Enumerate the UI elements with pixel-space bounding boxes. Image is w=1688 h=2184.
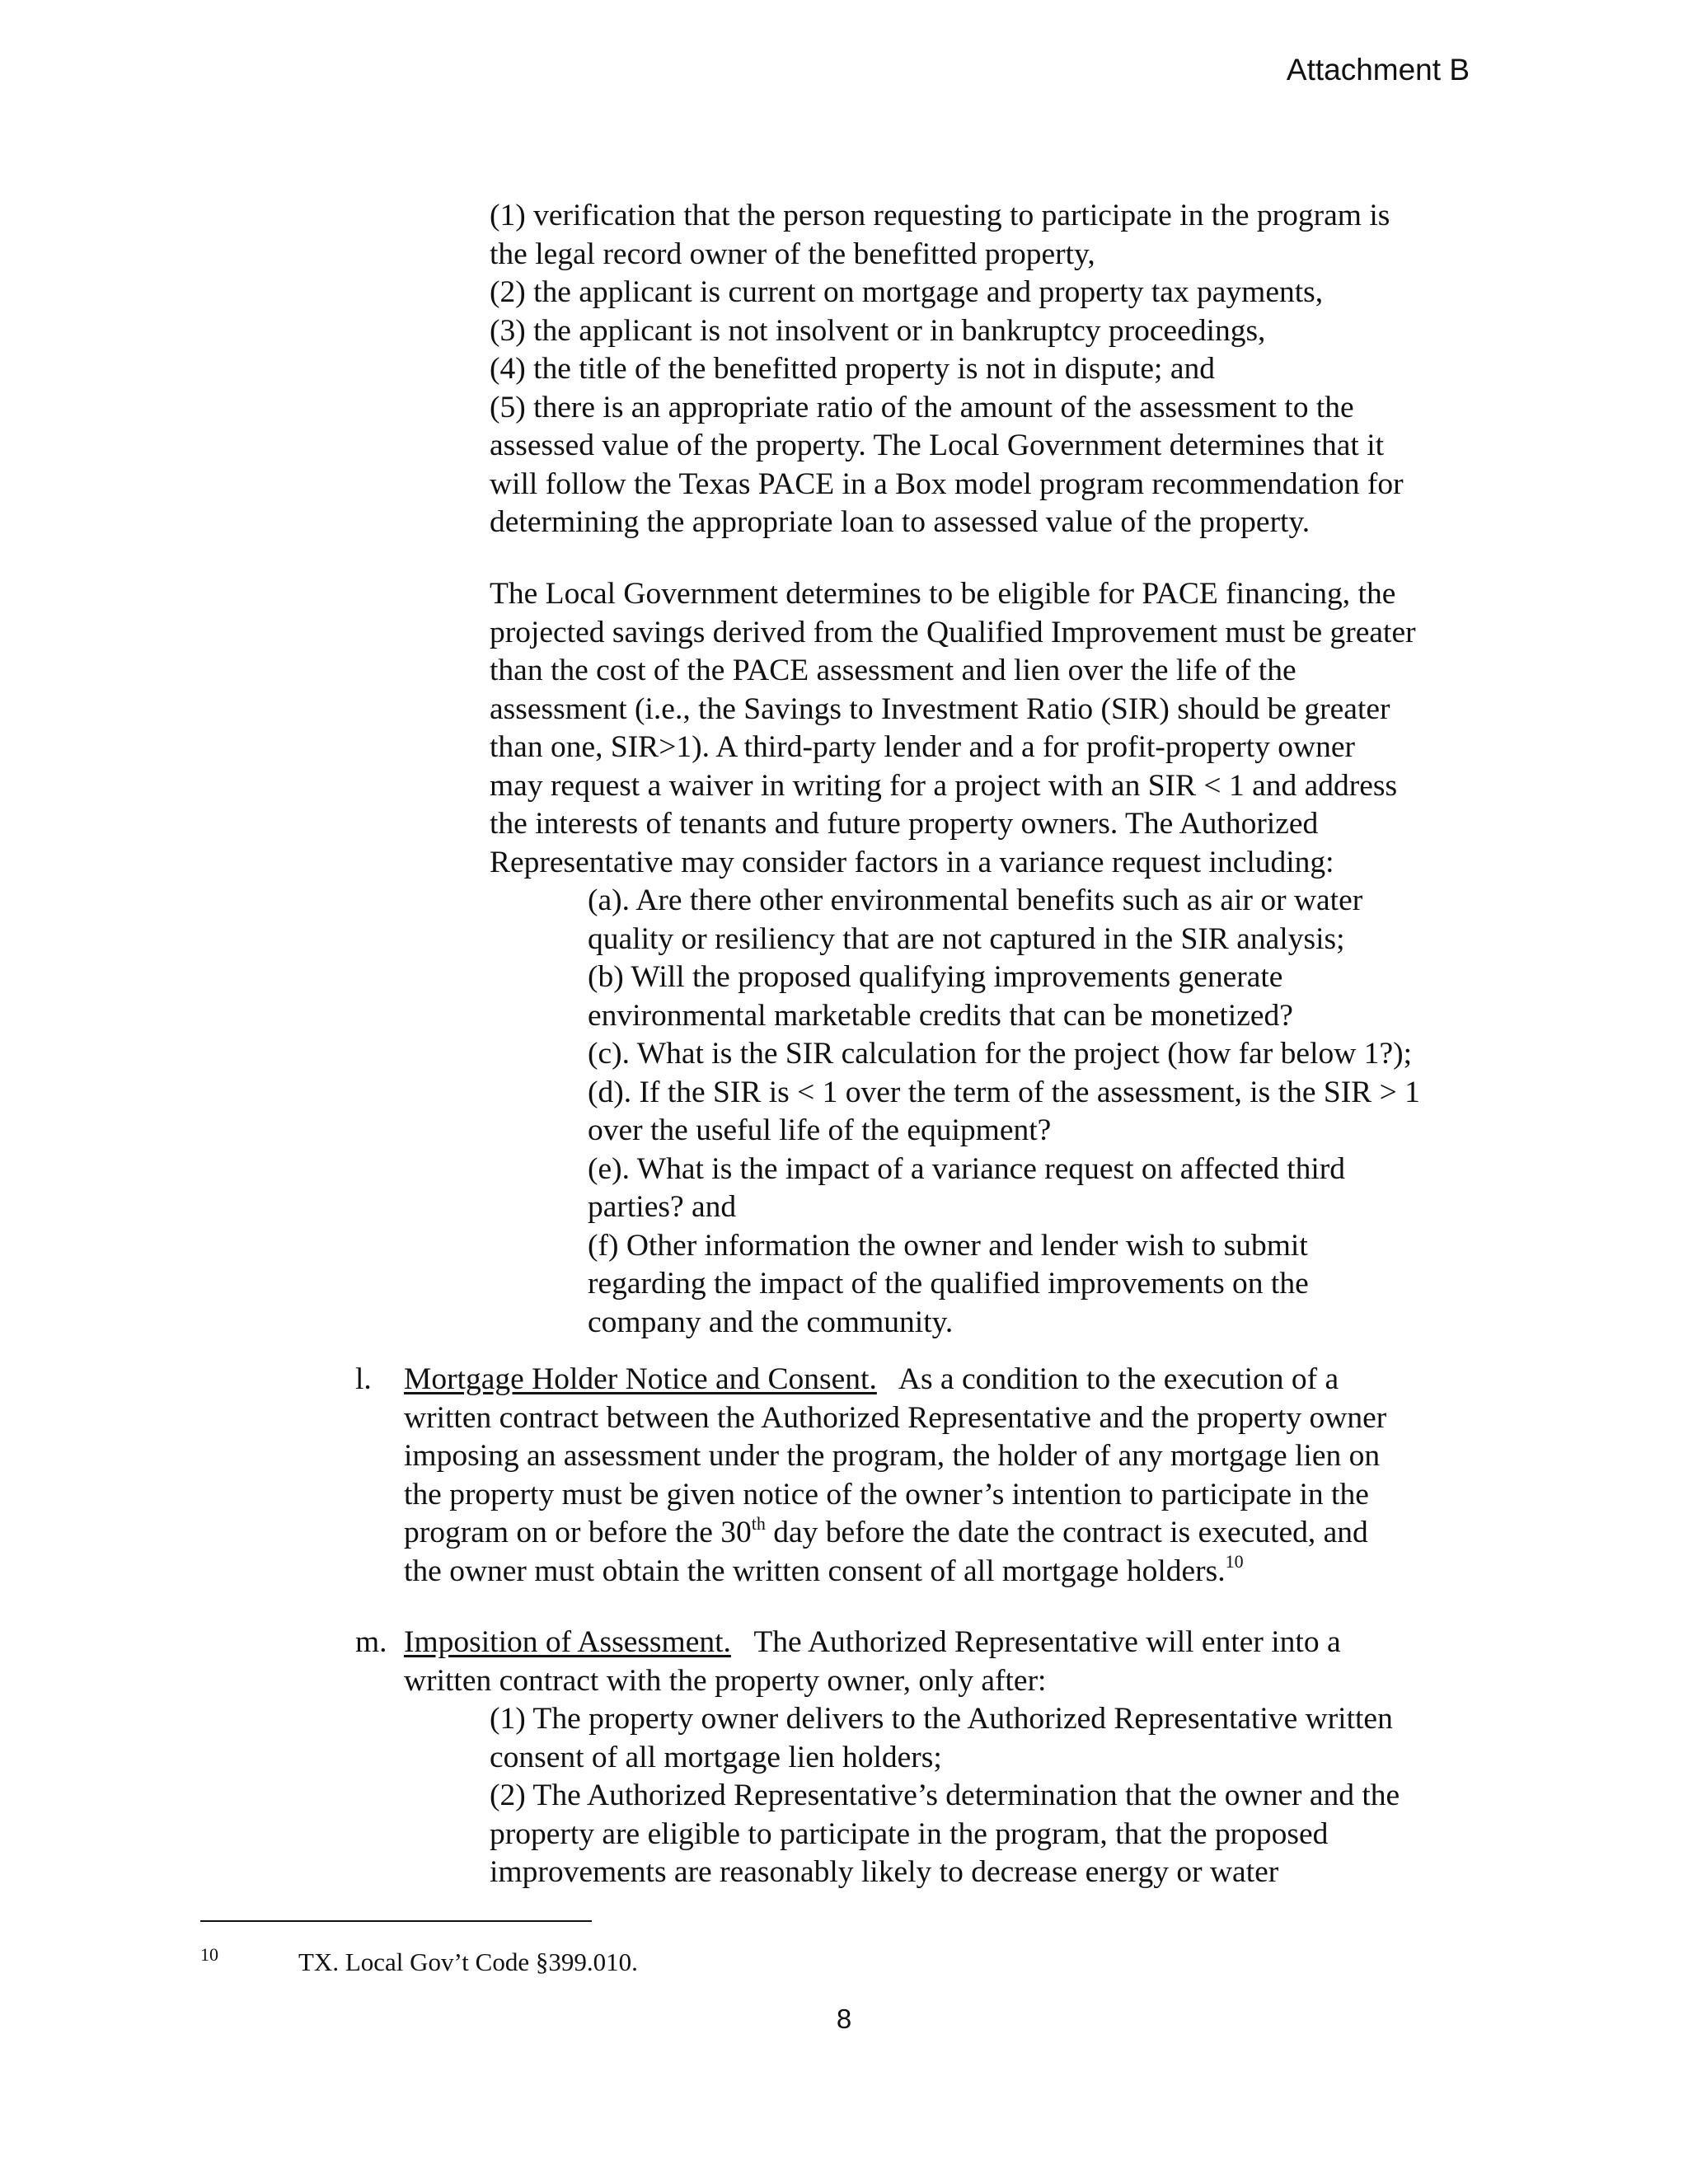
section-m-items — [490, 1700, 1400, 1892]
variance-factors — [588, 882, 1420, 1342]
factor-line: regarding the impact of the qualified improvements on the — [588, 1267, 1309, 1301]
section-m-line1-text: The Authorized Representative will enter into a — [730, 1625, 1341, 1659]
footnote-number: 10 — [200, 1944, 218, 1965]
section-m-line: written contract with the property owner, only after: — [404, 1663, 1047, 1698]
section-l-heading: Mortgage Holder Notice and Consent. — [404, 1362, 877, 1396]
criteria-line: assessed value of the property. The Local Government determines that it — [490, 429, 1385, 462]
sir-line: assessment (i.e., the Savings to Investment Ratio (SIR) should be greater — [490, 691, 1390, 726]
factor-line: (a). Are there other environmental benefits such as air or water — [588, 883, 1363, 917]
sir-line: Representative may consider factors in a variance request including: — [490, 845, 1334, 879]
section-l-marker: l. — [355, 1362, 372, 1396]
footnote-separator — [200, 1920, 592, 1922]
footnote-reference[interactable]: 10 — [1225, 1551, 1244, 1572]
criteria-line: determining the appropriate loan to assessed value of the property. — [490, 505, 1311, 539]
factor-line: quality or resiliency that are not captured in the SIR analysis; — [588, 921, 1345, 956]
section-m-marker: m. — [355, 1625, 387, 1659]
page-number: 8 — [836, 2004, 852, 2034]
section-m-item-line: property are eligible to participate in the program, that the proposed — [490, 1816, 1329, 1851]
section-l-line6-text: the owner must obtain the written consent of all mortgage holders. — [404, 1554, 1226, 1588]
section-l-line5-post: day before the date the contract is executed, and — [765, 1516, 1368, 1549]
section-l-line: the property must be given notice of the owner’s intention to participate in the — [404, 1477, 1369, 1511]
section-m-item-line: (2) The Authorized Representative’s determination that the owner and the — [490, 1779, 1400, 1812]
factor-line: (f) Other information the owner and lender wish to submit — [588, 1228, 1308, 1263]
factor-line: environmental marketable credits that can be monetized? — [588, 998, 1293, 1033]
criteria-line: will follow the Texas PACE in a Box model program recommendation for — [490, 466, 1404, 501]
factor-line: parties? and — [588, 1190, 737, 1224]
criteria-line: (1) verification that the person requesting to participate in the program is — [490, 199, 1390, 232]
section-m-item-line: consent of all mortgage lien holders; — [490, 1740, 942, 1774]
factor-line: over the useful life of the equipment? — [588, 1113, 1052, 1147]
section-l-line — [404, 1553, 1386, 1591]
criteria-line: (2) the applicant is current on mortgage and property tax payments, — [490, 275, 1324, 309]
footnote-text: TX. Local Gov’t Code §399.010. — [298, 1947, 638, 1976]
section-l-line1-text: As a condition to the execution of a — [876, 1362, 1339, 1396]
sir-line: than one, SIR>1). A third-party lender and a for profit-property owner — [490, 730, 1356, 764]
sir-line: may request a waiver in writing for a project with an SIR < 1 and address — [490, 768, 1398, 803]
sir-line: The Local Government determines to be eligible for PACE financing, the — [490, 577, 1396, 611]
factor-line: (b) Will the proposed qualifying improvements generate — [588, 960, 1283, 994]
section-m-heading: Imposition of Assessment. — [404, 1625, 731, 1659]
factor-line: company and the community. — [588, 1305, 954, 1339]
factor-line: (d). If the SIR is < 1 over the term of the assessment, is the SIR > 1 — [588, 1075, 1420, 1109]
section-m-item-line: improvements are reasonably likely to decrease energy or water — [490, 1855, 1279, 1889]
section-l-line — [404, 1361, 1386, 1399]
section-l-line: imposing an assessment under the program, the holder of any mortgage lien on — [404, 1439, 1381, 1473]
factor-line: (c). What is the SIR calculation for the project (how far below 1?); — [588, 1037, 1412, 1071]
criteria-line: (3) the applicant is not insolvent or in bankruptcy proceedings, — [490, 313, 1266, 348]
eligibility-criteria — [490, 197, 1404, 542]
section-m-imposition-of-assessment — [404, 1624, 1341, 1700]
section-m-line — [404, 1624, 1341, 1662]
criteria-line: (5) there is an appropriate ratio of the amount of the assessment to the — [490, 390, 1354, 424]
ordinal-suffix: th — [751, 1512, 766, 1534]
section-m-item-line: (1) The property owner delivers to the Authorized Representative written — [490, 1702, 1393, 1736]
sir-line: than the cost of the PACE assessment and lien over the life of the — [490, 654, 1296, 687]
attachment-label: Attachment B — [1286, 53, 1470, 87]
sir-line: the interests of tenants and future property owners. The Authorized — [490, 807, 1319, 841]
factor-line: (e). What is the impact of a variance request on affected third — [588, 1151, 1346, 1186]
criteria-line: the legal record owner of the benefitted property, — [490, 237, 1095, 271]
section-l-line5-pre: program on or before the 30 — [404, 1516, 752, 1549]
sir-line: projected savings derived from the Qualified Improvement must be greater — [490, 615, 1416, 649]
section-l-line: written contract between the Authorized Representative and the property owner — [404, 1400, 1387, 1435]
section-l-mortgage-holder-notice — [404, 1361, 1386, 1591]
criteria-line: (4) the title of the benefitted property is not in dispute; and — [490, 352, 1215, 386]
section-l-line — [404, 1514, 1386, 1553]
sir-paragraph — [490, 575, 1416, 882]
